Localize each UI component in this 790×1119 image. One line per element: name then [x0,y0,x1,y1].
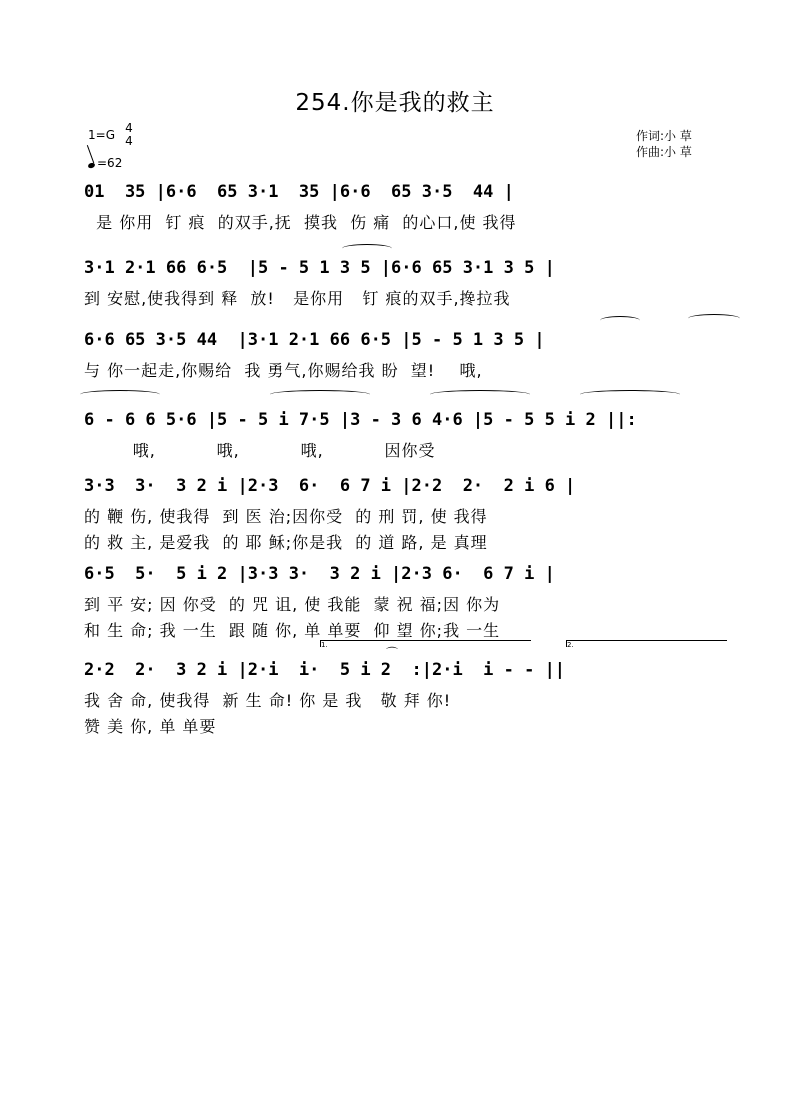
tie-mark [342,244,392,253]
volta-2-label: 2. [567,641,574,649]
composer-credit: 作曲:小 草 [636,145,692,159]
time-bottom: 4 [125,134,133,148]
tempo-marking [88,156,122,170]
notes-line: 3·1 2·1 66 6·5 |5 - 5 1 3 5 |6·6 65 3·1 3 5 | [84,258,555,278]
lyricist-credit: 作词:小 草 [636,129,692,143]
notes-line: 2·2 2· 3 2 i |2·i i· 5 i 2 :|2·i i - - || [84,660,566,680]
key-label: 1=G [88,128,115,142]
lyric-line-1: 到 安慰,使我得到 释 放! 是你用 钉 痕的双手,搀拉我 [84,289,511,308]
first-ending-bracket [320,640,531,647]
tie-mark [80,390,160,399]
notes-line: 6 - 6 6 5·6 |5 - 5 i 7·5 |3 - 3 6 4·6 |5 - 5 5 i 2 ||: [84,410,637,430]
time-top: 4 [125,121,133,135]
lyric-line-2: 和 生 命; 我 一生 跟 随 你, 单 单要 仰 望 你;我 一生 [84,621,501,640]
tie-mark [270,390,370,399]
quarter-note-icon [87,162,95,169]
notes-line: 6·5 5· 5 i 2 |3·3 3· 3 2 i |2·3 6· 6 7 i | [84,564,555,584]
lyric-line-1: 我 舍 命, 使我得 新 生 命! 你 是 我 敬 拜 你! [84,691,452,710]
volta-1-label: 1. [321,641,328,649]
credits [636,128,692,160]
tie-mark [580,390,680,399]
lyric-line-1: 与 你一起走,你赐给 我 勇气,你赐给我 盼 望! 哦, [84,361,483,380]
tempo-value: =62 [97,156,123,170]
lyric-line-1: 哦, 哦, 哦, 因你受 [84,441,436,460]
lyric-line-2: 的 救 主, 是爱我 的 耶 稣;你是我 的 道 路, 是 真理 [84,533,488,552]
notes-line: 6·6 65 3·5 44 |3·1 2·1 66 6·5 |5 - 5 1 3 5 | [84,330,545,350]
fermata-mark: ⌒ [386,646,399,660]
tie-mark [600,316,640,325]
notes-line: 01 35 |6·6 65 3·1 35 |6·6 65 3·5 44 | [84,182,514,202]
tie-mark [688,314,740,323]
tie-mark [430,390,530,399]
lyric-line-1: 的 鞭 伤, 使我得 到 医 治;因你受 的 刑 罚, 使 我得 [84,507,488,526]
time-signature [124,122,134,148]
lyric-line-1: 到 平 安; 因 你受 的 咒 诅, 使 我能 蒙 祝 福;因 你为 [84,595,501,614]
lyric-line-1: 是 你用 钉 痕 的双手,抚 摸我 伤 痛 的心口,使 我得 [84,213,517,232]
notes-line: 3·3 3· 3 2 i |2·3 6· 6 7 i |2·2 2· 2 i 6 | [84,476,576,496]
song-title: 254.你是我的救主 [295,90,495,116]
second-ending-bracket [566,640,727,647]
lyric-line-2: 赞 美 你, 单 单要 [84,717,217,736]
